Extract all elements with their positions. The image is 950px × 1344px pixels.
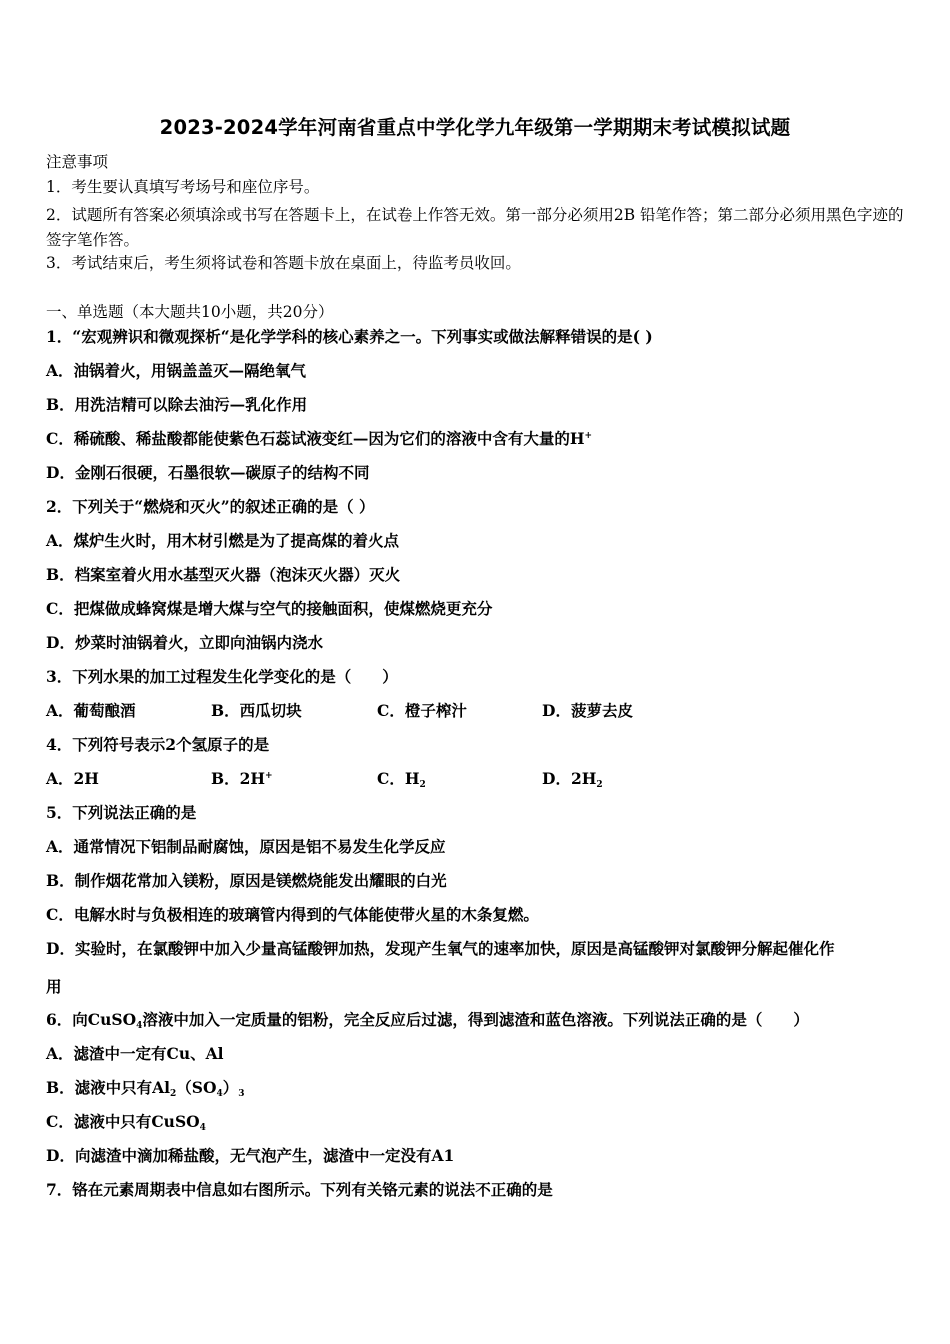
q6-option-c-sub: 4	[199, 1123, 206, 1133]
q4-option-c-sub: 2	[419, 780, 426, 790]
q4-option-b	[211, 769, 273, 789]
q1-option-c-text: C．稀硫酸、稀盐酸都能使紫色石蕊试液变红—因为它们的溶液中含有大量的H	[46, 429, 585, 448]
q7-stem: 7．铬在元素周期表中信息如右图所示。下列有关铬元素的说法不正确的是	[46, 1180, 553, 1199]
notice-item-1: 1．考生要认真填写考场号和座位序号。	[46, 178, 320, 196]
q6-option-b	[46, 1078, 245, 1098]
q1-option-b: B．用洗洁精可以除去油污—乳化作用	[46, 395, 308, 414]
q5-option-a: A．通常情况下铝制品耐腐蚀，原因是铝不易发生化学反应	[46, 837, 446, 856]
q4-option-c-text: C．H	[377, 769, 420, 788]
q6-option-b-sub2: 4	[216, 1089, 223, 1099]
q3-option-d: D．菠萝去皮	[542, 701, 633, 720]
q6-option-c	[46, 1112, 206, 1132]
q6-stem	[46, 1010, 809, 1030]
q6-stem-pre: 6．向CuSO	[46, 1010, 137, 1029]
q4-option-d-sub: 2	[596, 780, 603, 790]
q6-stem-sub: 4	[136, 1021, 143, 1031]
q5-option-b: B．制作烟花常加入镁粉，原因是镁燃烧能发出耀眼的白光	[46, 871, 447, 890]
q2-option-c: C．把煤做成蜂窝煤是增大煤与空气的接触面积，使煤燃烧更充分	[46, 599, 493, 618]
q2-option-a: A．煤炉生火时，用木材引燃是为了提高煤的着火点	[46, 531, 400, 550]
q3-option-c: C．橙子榨汁	[377, 701, 467, 720]
section-heading: 一、单选题（本大题共10小题，共20分）	[46, 303, 334, 321]
q1-option-d: D．金刚石很硬，石墨很软—碳原子的结构不同	[46, 463, 370, 482]
notice-item-3: 3．考试结束后，考生须将试卷和答题卡放在桌面上，待监考员收回。	[46, 254, 521, 272]
q1-stem: 1．“宏观辨识和微观探析“是化学学科的核心素养之一。下列事实或做法解释错误的是( )	[46, 327, 653, 346]
q3-option-a: A．葡萄酿酒	[46, 701, 136, 720]
q6-stem-post: 溶液中加入一定质量的铝粉，完全反应后过滤，得到滤渣和蓝色溶液。下列说法正确的是（ ）	[142, 1010, 809, 1029]
q3-option-b: B．西瓜切块	[211, 701, 302, 720]
notice-heading: 注意事项	[46, 153, 109, 171]
q6-option-b-sub1: 2	[170, 1089, 177, 1099]
q2-stem: 2．下列关于“燃烧和灭火”的叙述正确的是（ ）	[46, 497, 375, 516]
q4-option-a: A．2H	[46, 769, 99, 788]
q6-option-b-sub3: 3	[238, 1089, 245, 1099]
q4-option-b-text: B．2H	[211, 769, 266, 788]
q4-option-d-text: D．2H	[542, 769, 597, 788]
notice-item-2: 2．试题所有答案必须填涂或书写在答题卡上，在试卷上作答无效。第一部分必须用2B 铅笔作答；第二部分必须用黑色字迹的签字笔作答。	[46, 206, 904, 249]
q6-option-c-pre: C．滤液中只有CuSO	[46, 1112, 200, 1131]
q5-option-c: C．电解水时与负极相连的玻璃管内得到的气体能使带火星的木条复燃。	[46, 905, 539, 924]
q4-option-d	[542, 769, 603, 789]
q6-option-b-pre: B．滤液中只有Al	[46, 1078, 171, 1097]
q6-option-b-post: ）	[222, 1078, 239, 1097]
q5-option-d-line2: 用	[46, 977, 62, 996]
q5-option-d-line1: D．实验时，在氯酸钾中加入少量高锰酸钾加热，发现产生氧气的速率加快，原因是高锰酸钾对氯酸钾分解起催化作	[46, 939, 835, 958]
q2-option-d: D．炒菜时油锅着火，立即向油锅内浇水	[46, 633, 323, 652]
q5-stem: 5．下列说法正确的是	[46, 803, 197, 822]
q4-stem: 4．下列符号表示2个氢原子的是	[46, 735, 270, 754]
q1-option-c-sup: +	[584, 431, 593, 441]
q3-stem: 3．下列水果的加工过程发生化学变化的是（ ）	[46, 667, 398, 686]
q2-option-b: B．档案室着火用水基型灭火器（泡沫灭火器）灭火	[46, 565, 401, 584]
q1-option-a: A．油锅着火，用锅盖盖灭—隔绝氧气	[46, 361, 307, 380]
page-title: 2023-2024学年河南省重点中学化学九年级第一学期期末考试模拟试题	[159, 116, 791, 139]
q6-option-b-mid: （SO	[176, 1078, 217, 1097]
q1-option-c	[46, 429, 592, 449]
q4-option-b-sup: +	[265, 771, 273, 781]
q6-option-a: A．滤渣中一定有Cu、Al	[46, 1044, 224, 1063]
q4-option-c	[377, 769, 426, 789]
q6-option-d: D．向滤渣中滴加稀盐酸，无气泡产生，滤渣中一定没有A1	[46, 1146, 455, 1165]
